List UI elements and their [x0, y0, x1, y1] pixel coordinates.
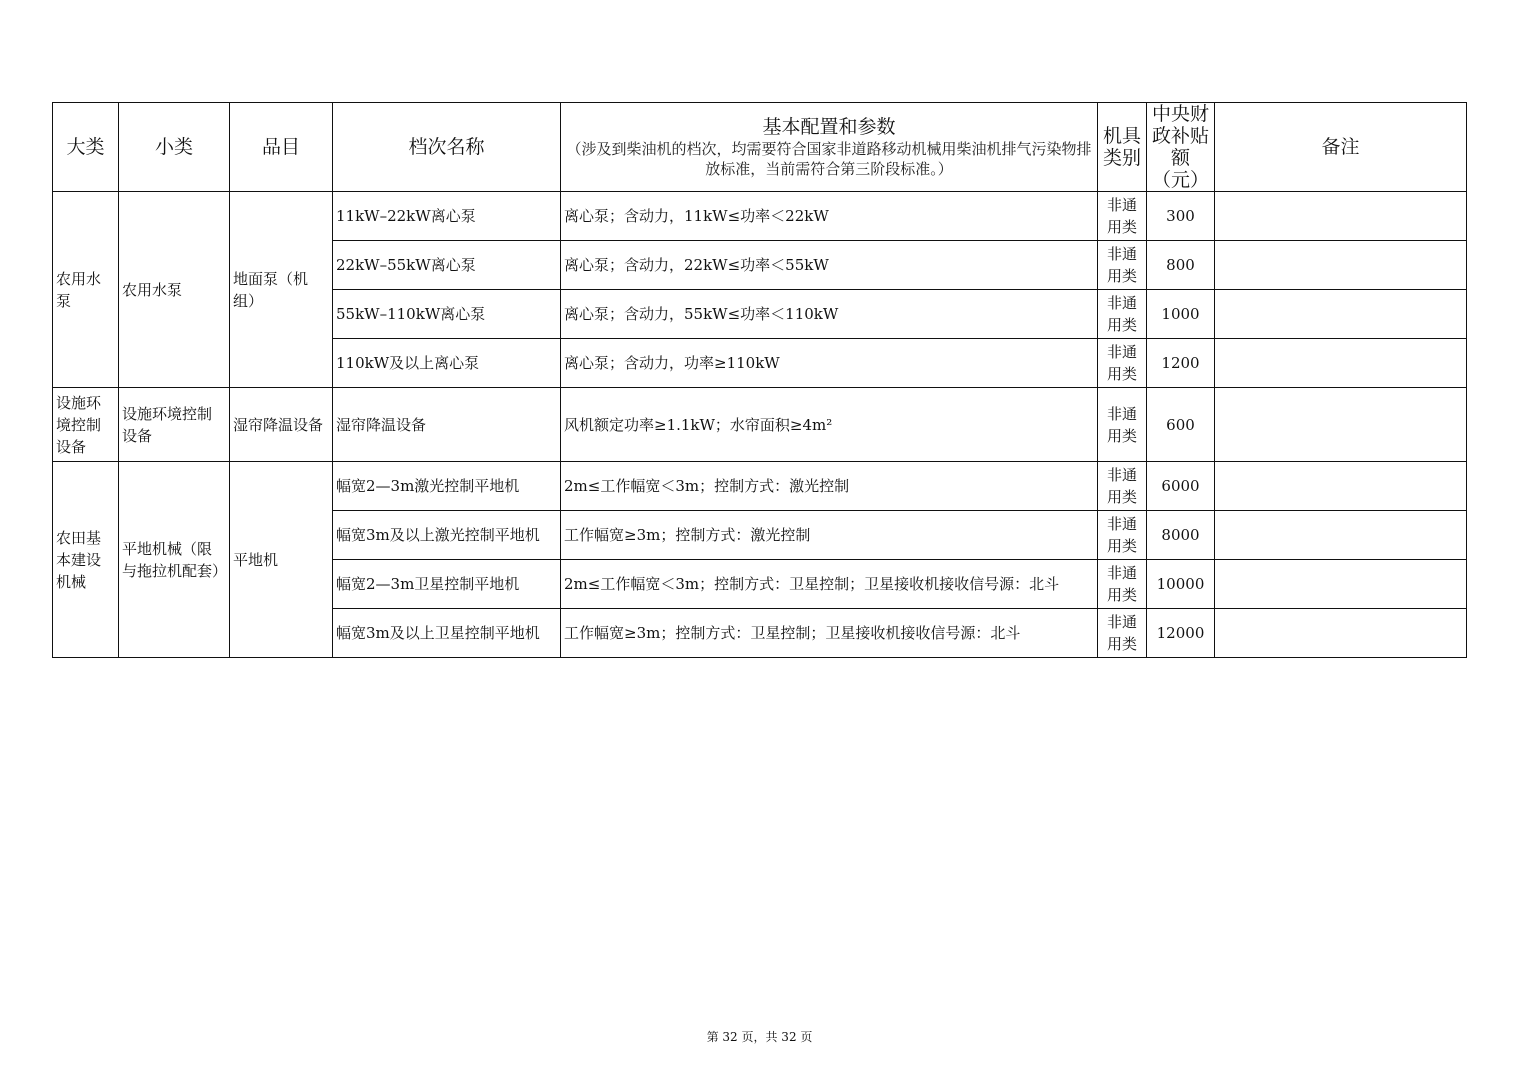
header-machine-type: 机具类别 [1098, 103, 1147, 192]
cell-machine-type: 非通用类 [1098, 339, 1147, 388]
cell-amount: 8000 [1147, 511, 1215, 560]
cell-amount: 12000 [1147, 609, 1215, 658]
cell-grade: 幅宽3m及以上卫星控制平地机 [333, 609, 561, 658]
cell-item: 湿帘降温设备 [230, 388, 333, 462]
header-remarks: 备注 [1215, 103, 1467, 192]
cell-config: 2m≤工作幅宽＜3m；控制方式：卫星控制；卫星接收机接收信号源：北斗 [561, 560, 1098, 609]
cell-grade: 11kW–22kW离心泵 [333, 192, 561, 241]
header-config-title: 基本配置和参数 [762, 116, 896, 138]
cell-config: 离心泵；含动力，功率≥110kW [561, 339, 1098, 388]
cell-category: 农田基本建设机械 [53, 462, 119, 658]
cell-amount: 600 [1147, 388, 1215, 462]
cell-remark [1215, 609, 1467, 658]
header-subsidy: 中央财政补贴额（元） [1147, 103, 1215, 192]
cell-machine-type: 非通用类 [1098, 609, 1147, 658]
table-row [53, 388, 1467, 462]
cell-grade: 110kW及以上离心泵 [333, 339, 561, 388]
cell-config: 风机额定功率≥1.1kW；水帘面积≥4m² [561, 388, 1098, 462]
cell-remark [1215, 388, 1467, 462]
cell-config: 工作幅宽≥3m；控制方式：卫星控制；卫星接收机接收信号源：北斗 [561, 609, 1098, 658]
header-row [53, 103, 1467, 192]
cell-grade: 幅宽2—3m激光控制平地机 [333, 462, 561, 511]
cell-machine-type: 非通用类 [1098, 241, 1147, 290]
cell-config: 工作幅宽≥3m；控制方式：激光控制 [561, 511, 1098, 560]
header-config [561, 103, 1098, 192]
cell-config: 离心泵；含动力，55kW≤功率＜110kW [561, 290, 1098, 339]
cell-machine-type: 非通用类 [1098, 192, 1147, 241]
cell-item: 地面泵（机组） [230, 192, 333, 388]
cell-grade: 幅宽2—3m卫星控制平地机 [333, 560, 561, 609]
header-item: 品目 [230, 103, 333, 192]
cell-grade: 湿帘降温设备 [333, 388, 561, 462]
cell-machine-type: 非通用类 [1098, 560, 1147, 609]
cell-machine-type: 非通用类 [1098, 290, 1147, 339]
cell-grade: 55kW–110kW离心泵 [333, 290, 561, 339]
table-row [53, 192, 1467, 241]
cell-amount: 800 [1147, 241, 1215, 290]
cell-remark [1215, 192, 1467, 241]
cell-remark [1215, 339, 1467, 388]
cell-amount: 10000 [1147, 560, 1215, 609]
cell-grade: 幅宽3m及以上激光控制平地机 [333, 511, 561, 560]
header-subcategory: 小类 [119, 103, 230, 192]
cell-remark [1215, 511, 1467, 560]
cell-remark [1215, 241, 1467, 290]
cell-config: 离心泵；含动力，11kW≤功率＜22kW [561, 192, 1098, 241]
cell-remark [1215, 290, 1467, 339]
page-number-footer: 第 32 页，共 32 页 [706, 1030, 813, 1044]
cell-machine-type: 非通用类 [1098, 388, 1147, 462]
header-config-note: （涉及到柴油机的档次，均需要符合国家非道路移动机械用柴油机排气污染物排放标准，当前需符合第三阶段标准。） [566, 140, 1092, 178]
cell-amount: 6000 [1147, 462, 1215, 511]
cell-subcategory: 设施环境控制设备 [119, 388, 230, 462]
table-row [53, 462, 1467, 511]
cell-config: 离心泵；含动力，22kW≤功率＜55kW [561, 241, 1098, 290]
cell-remark [1215, 560, 1467, 609]
cell-amount: 1200 [1147, 339, 1215, 388]
cell-subcategory: 平地机械（限与拖拉机配套） [119, 462, 230, 658]
subsidy-table [52, 102, 1467, 658]
cell-config: 2m≤工作幅宽＜3m；控制方式：激光控制 [561, 462, 1098, 511]
cell-amount: 300 [1147, 192, 1215, 241]
cell-grade: 22kW–55kW离心泵 [333, 241, 561, 290]
cell-subcategory: 农用水泵 [119, 192, 230, 388]
cell-category: 设施环境控制设备 [53, 388, 119, 462]
cell-machine-type: 非通用类 [1098, 511, 1147, 560]
cell-remark [1215, 462, 1467, 511]
cell-item: 平地机 [230, 462, 333, 658]
header-category: 大类 [53, 103, 119, 192]
cell-category: 农用水泵 [53, 192, 119, 388]
cell-machine-type: 非通用类 [1098, 462, 1147, 511]
header-grade-name: 档次名称 [333, 103, 561, 192]
cell-amount: 1000 [1147, 290, 1215, 339]
